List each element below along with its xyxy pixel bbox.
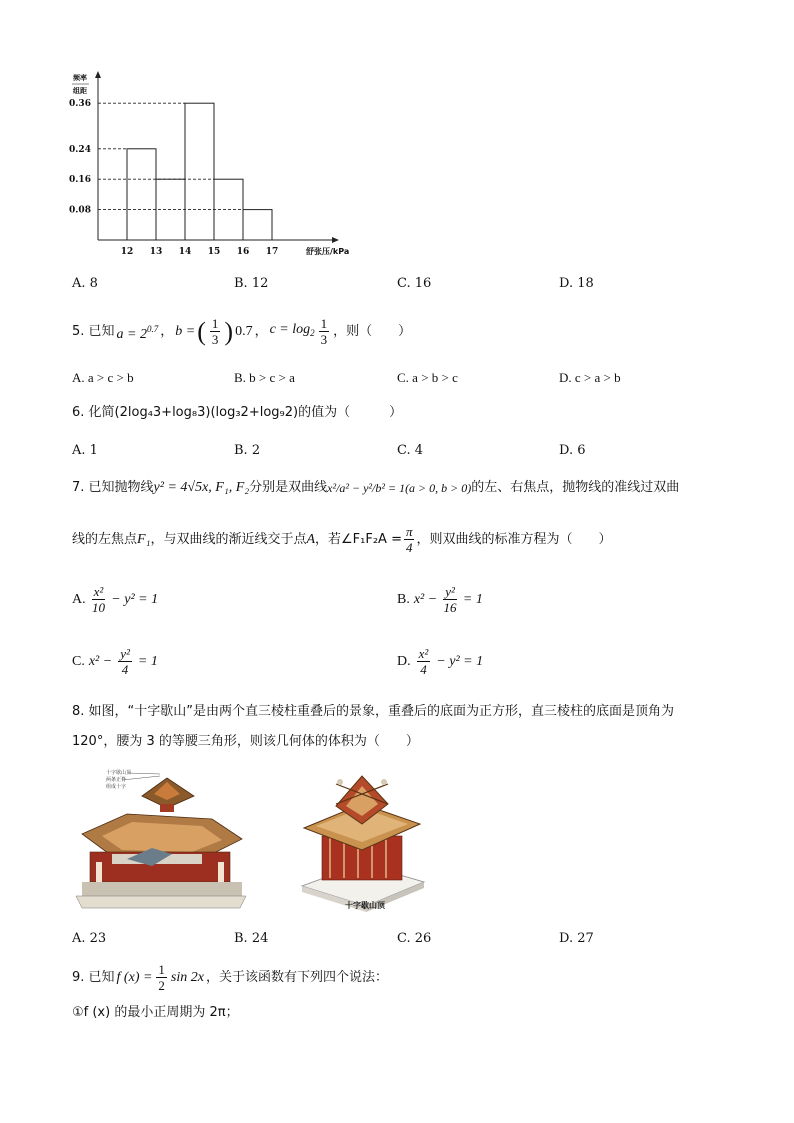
q5-option-b: B. b > c > a	[234, 370, 295, 385]
q7-hyperbola: x²/a² − y²/b² = 1(a > 0, b > 0)	[327, 481, 472, 495]
q7-option-b: B. x² − $\frac{\text{y²}}{16}$ = 1	[397, 584, 483, 615]
q5-stem: 5. 已知 $a = 2^{0.7}$ ， b = ( $\frac{1}{3}$ ) 0.7 ， $c = \log_2$ $\frac{1}{3}$ ，则（ ）	[72, 316, 412, 347]
q8-option-c: C. 26	[397, 931, 432, 946]
fig-label-3: 组成十字	[106, 784, 127, 790]
cross-gable-roof-photo-right	[296, 766, 428, 916]
x-tick-label: 13	[149, 247, 163, 257]
x-tick-label: 14	[178, 247, 192, 257]
x-tick-label: 12	[120, 247, 134, 257]
q5-number: 5. 已知	[72, 323, 115, 339]
q9-stem: 9. 已知 f (x) = $\frac{1}{2}$ sin 2x ，关于该函数有下列四个说法：	[72, 962, 388, 993]
q4-option-d: D. 18	[559, 276, 594, 291]
q7-parabola: y² = 4√5x, F₁, F₂	[153, 480, 250, 495]
q8-line1: 8. 如图，“十字歇山”是由两个直三棱柱重叠后的景象，重叠后的底面为正方形，直三棱柱的底面是顶角为	[72, 704, 675, 719]
y-tick-label: 0.24	[69, 144, 91, 155]
q6-option-d: D. 6	[559, 443, 586, 458]
fig-label-2: 两条正脊	[106, 777, 127, 783]
q5-option-c: C. a > b > c	[397, 370, 458, 385]
histogram-bar	[243, 210, 272, 240]
q5-a: $a = 2^{0.7}$	[116, 323, 159, 342]
y-axis-label-top: 频率	[73, 74, 87, 82]
q7-option-d: D. $\frac{\text{x²}}{4}$ − y² = 1	[397, 646, 484, 677]
q7-line1: 7. 已知抛物线 y² = 4√5x, F₁, F₂ 分别是双曲线 x²/a² − y²/b² = 1(a > 0, b > 0) 的左、右焦点，抛物线的准线过双曲	[72, 480, 680, 495]
x-tick-label: 16	[236, 247, 250, 257]
y-tick-label: 0.36	[69, 99, 91, 110]
q5-option-a: A. a > c > b	[72, 370, 134, 385]
x-tick-label: 15	[207, 247, 221, 257]
y-axis-label-bottom: 组距	[73, 87, 87, 95]
q4-option-a: A. 8	[72, 276, 98, 291]
q6-option-b: B. 2	[234, 443, 261, 458]
histogram-bar	[127, 149, 156, 240]
q5-option-d: D. c > a > b	[559, 370, 621, 385]
q4-option-b: B. 12	[234, 276, 269, 291]
histogram-chart	[60, 68, 350, 258]
q5-b-frac: $\frac{1}{3}$	[211, 316, 219, 347]
q6-option-a: A. 1	[72, 443, 98, 458]
q8-line2: 120°，腰为 3 的等腰三角形，则该几何体的体积为（ ）	[72, 734, 419, 749]
q5-b-label: b =	[175, 323, 196, 339]
q8-option-b: B. 24	[234, 931, 269, 946]
right-figure-caption: 十字歇山顶	[345, 901, 385, 910]
q9-item-1: ①f (x) 的最小正周期为 2π；	[72, 1005, 239, 1020]
q6-stem: 6. 化简(2log₄3+log₈3)(log₃2+log₉2)的值为（ ）	[72, 405, 403, 420]
histogram-bar	[185, 103, 214, 240]
q7-option-c: C. x² − $\frac{\text{y²}}{4}$ = 1	[72, 646, 158, 677]
q5-c: $c = \log_2$	[269, 322, 315, 338]
q4-option-c: C. 16	[397, 276, 432, 291]
fig-label-1: 十字歇山顶	[106, 770, 132, 776]
q7-line2: 线的左焦点 F₁ ，与双曲线的渐近线交于点 A ，若∠F₁F₂A = $\frac{\pi}{4}$ ，则双曲线的标准方程为（ ）	[72, 524, 612, 555]
y-tick-label: 0.16	[69, 175, 91, 186]
q8-option-d: D. 27	[559, 931, 594, 946]
q8-option-a: A. 23	[72, 931, 107, 946]
y-tick-label: 0.08	[69, 205, 91, 216]
y-axis-arrow	[95, 71, 101, 78]
q7-angle-frac: $\frac{\pi}{4}$	[405, 524, 413, 555]
q7-option-a: A. $\frac{\text{x²}}{10}$ − y² = 1	[72, 584, 159, 615]
q6-option-c: C. 4	[397, 443, 424, 458]
x-axis-label: 舒张压/kPa	[306, 247, 350, 256]
q5-c-frac: $\frac{1}{3}$	[320, 316, 328, 347]
x-axis-arrow	[332, 237, 339, 243]
cross-gable-roof-photo-left	[72, 764, 250, 914]
x-tick-label: 17	[265, 247, 279, 257]
